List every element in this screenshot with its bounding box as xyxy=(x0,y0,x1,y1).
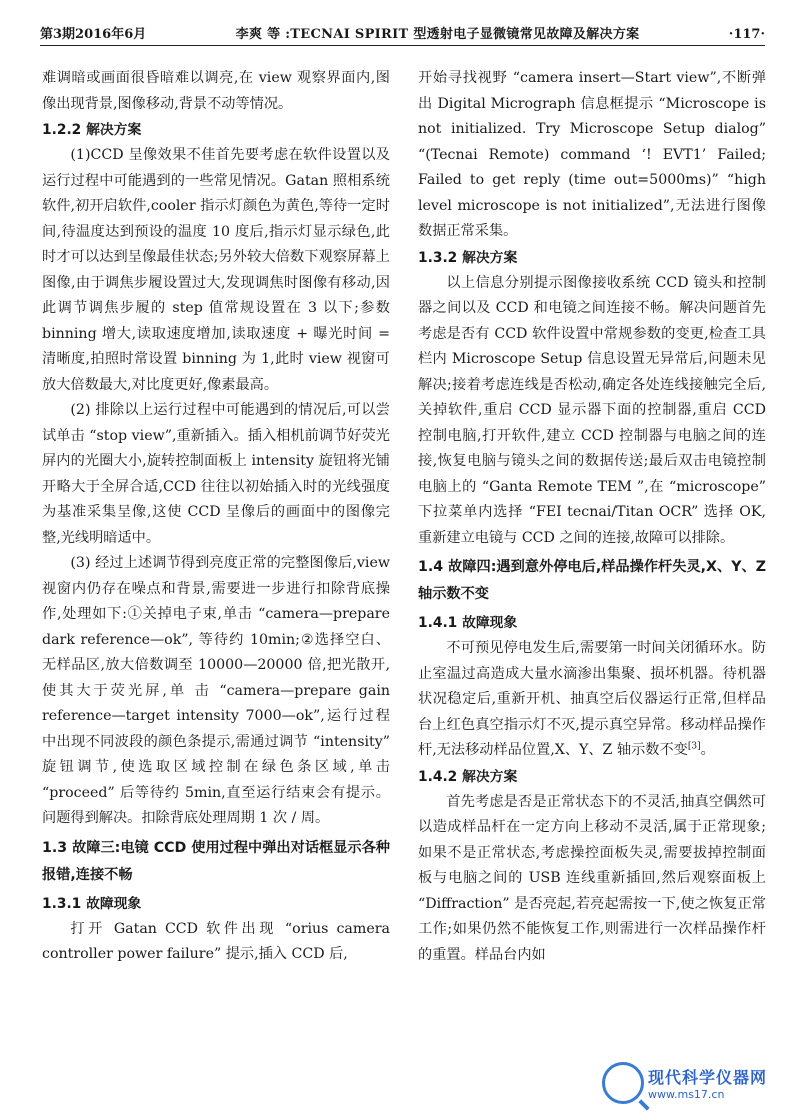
paragraph: 首先考虑是否是正常状态下的不灵活,抽真空偶然可以造成样品杆在一定方向上移动不灵活,属于正常现象;如果不是正常状态,考虑操控面板失灵,需要拔掉控制面板与电脑之间的 USB 连线重新插回,然后观察面板上 “Diffraction” 是否亮起,若亮起需按一下,使之恢复正常工作;如果仍然不能恢复工作,则需进行一次样品操作杆的重置。样品台内如 xyxy=(418,793,766,963)
right-column xyxy=(418,66,766,968)
paragraph: (1)CCD 呈像效果不佳首先要考虑在软件设置以及运行过程中可能遇到的一些常见情况。Gatan 照相系统软件,初开启软件,cooler 指示灯颜色为黄色,等待一定时间,待温度达到预设的温度 10 度后,指示灯显示绿色,此时才可以达到呈像最佳状态;另外较大倍数下观察屏幕上图像,由于调焦步履设置过大,发现调焦时图像有移动,因此调节调焦步履的 step 值常规设置在 3 以下;参数 binning 增大,读取速度增加,读取速度 + 曝光时间 = 清晰度,拍照时常设置 binning 为 1,此时 view 视窗可放大倍数最大,对比度更好,像素最高。 xyxy=(42,147,390,393)
watermark-url: www.ms17.cn xyxy=(648,1088,725,1101)
citation-ref[interactable]: [3] xyxy=(687,741,701,752)
paragraph: (3) 经过上述调节得到亮度正常的完整图像后,view 视窗内仍存在噪点和背景,需要进一步进行扣除背底操作,处理如下:①关掉电子束,单击 “camera—prepare dark reference—ok”, 等待约 10min;②选择空白、无样品区,放大倍数调至 10000—20000 倍,把光散开,使其大于荧光屏,单 击 “camera—prepare gain reference—target intensity 7000—ok”,运行过程中出现不同波段的颜色条提示,需通过调节 “intensity” 旋钮调节,使选取区域控制在绿色条区域,单击 “proceed” 后等待约 5min,直至运行结束会有提示。问题得到解决。扣除背底处理周期 1 次 / 周。 xyxy=(42,555,390,826)
magnifier-logo-icon xyxy=(602,1062,644,1104)
watermark-title: 现代科学仪器网 xyxy=(648,1068,768,1087)
section-heading-1-3: 1.3 故障三:电镜 CCD 使用过程中弹出对话框显示各种报错,连接不畅 xyxy=(42,839,390,883)
page-number: ·117· xyxy=(728,27,765,42)
paragraph: 开始寻找视野 “camera insert—Start view”,不断弹出 Digital Micrograph 信息框提示 “Microscope is not initialized. Try Microscope Setup dialog” “(Tecnai Remote) command ‘! EVT1’ Failed; Failed to get reply (time out=5000ms)” “high level microscope is not initialized”,无法进行图像数据正常采集。 xyxy=(418,70,766,239)
section-heading-1-3-2: 1.3.2 解决方案 xyxy=(418,249,518,266)
section-heading-1-4: 1.4 故障四:遇到意外停电后,样品操作杆失灵,X、Y、Z 轴示数不变 xyxy=(418,559,766,602)
section-heading-1-2-2: 1.2.2 解决方案 xyxy=(42,122,142,138)
paragraph: 以上信息分别提示图像接收系统 CCD 镜头和控制器之间以及 CCD 和电镜之间连接不畅。解决问题首先考虑是否有 CCD 软件设置中常规参数的变更,检查工具栏内 Microscope Setup 信息设置无异常后,问题未见解决;接着考虑连线是否松动,确定各处连线接触完全后,关掉软件,重启 CCD 显示器下面的控制器,重启 CCD 控制电脑,打开软件,建立 CCD 控制器与电脑之间的连接,恢复电脑与镜头之间的数据传送;最后双击电镜控制电脑上的 “Ganta Remote TEM ”,在 “microscope” 下拉菜单内选择 “FEI tecnai/Titan OCR” 选择 OK,重新建立电镜与 CCD 之间的连接,故障可以排除。 xyxy=(418,274,766,546)
paragraph-text: 不可预见停电发生后,需要第一时间关闭循环水。防止室温过高造成大量水滴渗出集聚、损坏机器。待机器状况稳定后,重新开机、抽真空后仪器运行正常,但样品台上红色真空指示灯不灭,提示真空异常。移动样品操作杆,无法移动样品位置,X、Y、Z 轴示数不变 xyxy=(418,640,766,758)
section-heading-1-4-2: 1.4.2 解决方案 xyxy=(418,768,518,785)
paragraph: 打开 Gatan CCD 软件出现 “orius camera controller power failure” 提示,插入 CCD 后, xyxy=(42,920,390,962)
running-title: 李爽 等 :TECNAI SPIRIT 型透射电子显微镜常见故障及解决方案 xyxy=(235,27,640,42)
paragraph xyxy=(418,636,766,764)
left-column xyxy=(42,66,390,968)
running-header xyxy=(40,18,765,46)
issue-label: 第3期2016年6月 xyxy=(40,27,147,42)
paragraph-end: 。 xyxy=(700,742,715,758)
section-heading-1-3-1: 1.3.1 故障现象 xyxy=(42,895,142,912)
site-watermark xyxy=(602,1057,792,1109)
paragraph: 难调暗或画面很昏暗难以调亮,在 view 观察界面内,图像出现背景,图像移动,背景不动等情况。 xyxy=(42,70,390,112)
section-heading-1-4-1: 1.4.1 故障现象 xyxy=(418,615,518,631)
paragraph: (2) 排除以上运行过程中可能遇到的情况后,可以尝试单击 “stop view”,重新插入。插入相机前调节好荧光屏内的光圈大小,旋转控制面板上 intensity 旋钮将光铺开略大于全屏合适,CCD 往往以初始插入时的光线强度为基准采集呈像,这使 CCD 呈像后的画面中的图像完整,光线明暗适中。 xyxy=(42,402,390,546)
